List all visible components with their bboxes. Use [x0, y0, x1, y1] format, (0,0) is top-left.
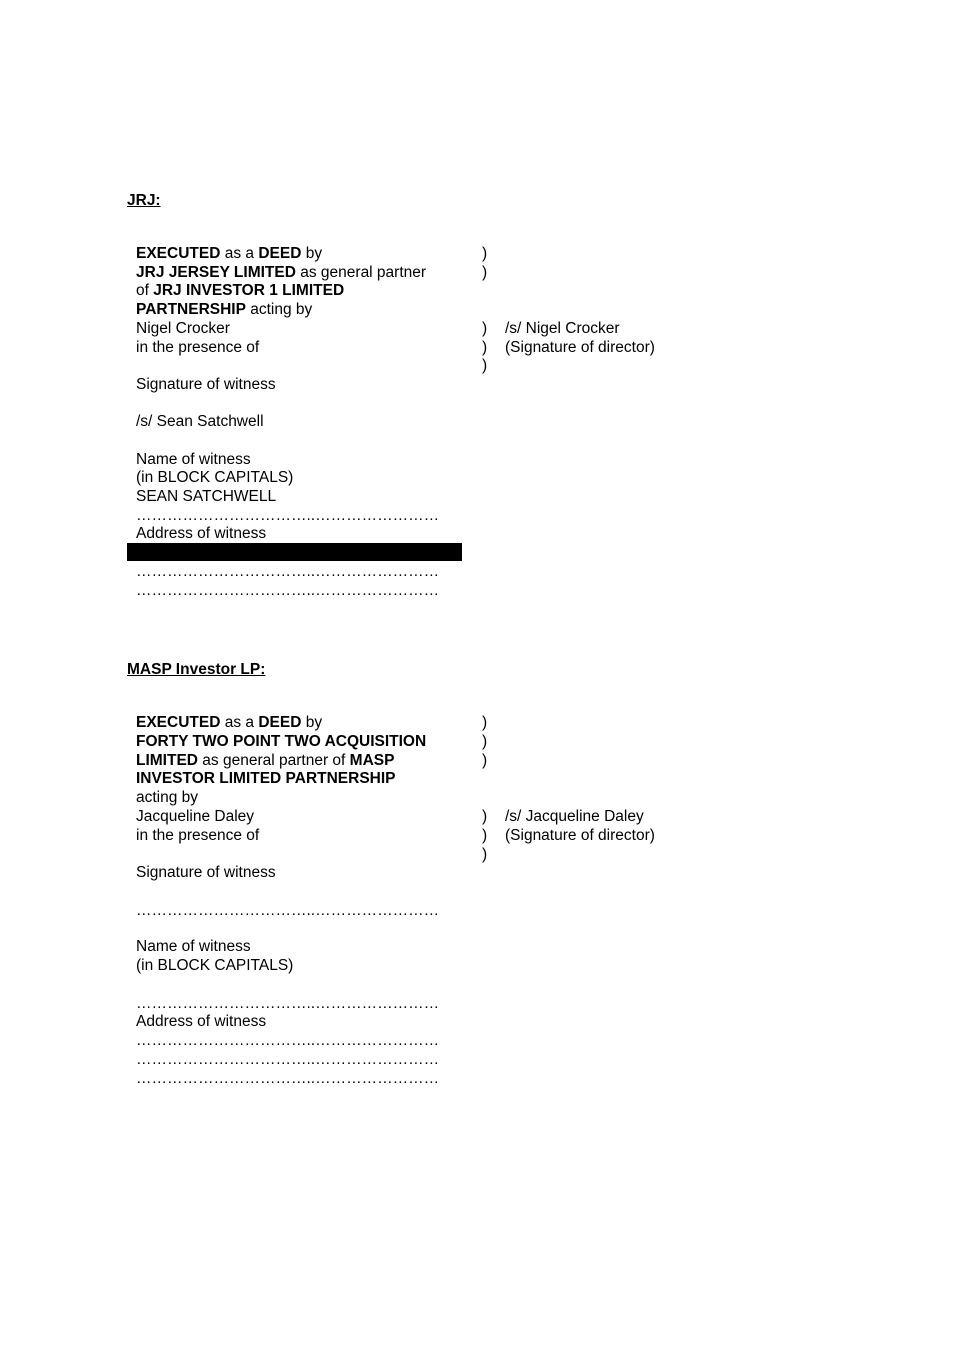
dotted-line: ……………………………..……………………: [136, 1051, 440, 1068]
bracket: ): [482, 846, 488, 863]
witness-name-label: Name of witness: [136, 938, 251, 955]
witness-address-label: Address of witness: [136, 1013, 267, 1030]
bracket: ): [482, 714, 488, 731]
dotted-line: ……………………………..……………………: [136, 995, 440, 1012]
bracket: ): [482, 808, 488, 825]
partnership-line-2: [136, 301, 312, 319]
director-signature: /s/ Jacqueline Daley: [505, 808, 644, 825]
partner-text: as general partner: [295, 264, 427, 281]
bracket: ): [482, 320, 488, 337]
director-signature: /s/ Nigel Crocker: [505, 320, 620, 337]
partnership-name-2: PARTNERSHIP: [136, 301, 246, 318]
dotted-line: ……………………………..……………………: [136, 1070, 440, 1087]
partnership-line-1: [136, 282, 344, 300]
dotted-line: ……………………………..……………………: [136, 582, 440, 599]
director-signature-caption: (Signature of director): [505, 339, 655, 356]
company-name-end: LIMITED: [136, 752, 198, 769]
deed-word: DEED: [258, 714, 302, 731]
bracket: ): [482, 357, 488, 374]
as-a-word: as a: [220, 245, 259, 262]
section-heading-jrj: JRJ:: [127, 192, 161, 209]
bracket: ): [482, 752, 488, 769]
dotted-line: ……………………………..……………………: [136, 902, 440, 919]
acting-by-text: acting by: [136, 789, 199, 806]
bracket: ): [482, 245, 488, 262]
company-name-line: [136, 733, 426, 751]
dotted-line: ……………………………..……………………: [136, 1032, 440, 1049]
executed-word: EXECUTED: [136, 714, 221, 731]
witness-name-sublabel: (in BLOCK CAPITALS): [136, 957, 294, 974]
section-heading-masp: MASP Investor LP:: [127, 661, 266, 678]
by-word: by: [301, 245, 323, 262]
bracket: ): [482, 339, 488, 356]
deed-word: DEED: [258, 245, 302, 262]
by-word: by: [301, 714, 323, 731]
partner-line: [136, 752, 394, 770]
of-word: of: [136, 282, 154, 299]
partnership-name-1: MASP: [349, 752, 395, 769]
signatory-name: Jacqueline Daley: [136, 808, 255, 825]
witness-signature-label: Signature of witness: [136, 376, 276, 393]
company-name: JRJ JERSEY LIMITED: [136, 264, 296, 281]
acting-by-text: acting by: [245, 301, 313, 318]
partnership-name-1: JRJ INVESTOR 1 LIMITED: [153, 282, 345, 299]
presence-text: in the presence of: [136, 827, 260, 844]
witness-signature: /s/ Sean Satchwell: [136, 413, 264, 430]
partner-text: as general partner of: [198, 752, 350, 769]
partner-line: [136, 264, 426, 282]
partnership-line: [136, 770, 396, 788]
executed-line: [136, 245, 322, 263]
bracket: ): [482, 827, 488, 844]
bracket: ): [482, 733, 488, 750]
witness-signature-label: Signature of witness: [136, 864, 276, 881]
witness-name-label: Name of witness: [136, 451, 251, 468]
executed-line: [136, 714, 322, 732]
dotted-line: ……………………………..……………………: [136, 563, 440, 580]
redaction-bar: [127, 543, 462, 561]
bracket: ): [482, 264, 488, 281]
witness-address-label: Address of witness: [136, 525, 267, 542]
partnership-name-2: INVESTOR LIMITED PARTNERSHIP: [136, 770, 396, 787]
signatory-name: Nigel Crocker: [136, 320, 230, 337]
director-signature-caption: (Signature of director): [505, 827, 655, 844]
witness-name-sublabel: (in BLOCK CAPITALS): [136, 469, 294, 486]
witness-name-value: SEAN SATCHWELL: [136, 488, 277, 505]
dotted-line: ……………………………..……………………: [136, 507, 440, 524]
executed-word: EXECUTED: [136, 245, 221, 262]
as-a-word: as a: [220, 714, 259, 731]
company-name: FORTY TWO POINT TWO ACQUISITION: [136, 733, 427, 750]
presence-text: in the presence of: [136, 339, 260, 356]
